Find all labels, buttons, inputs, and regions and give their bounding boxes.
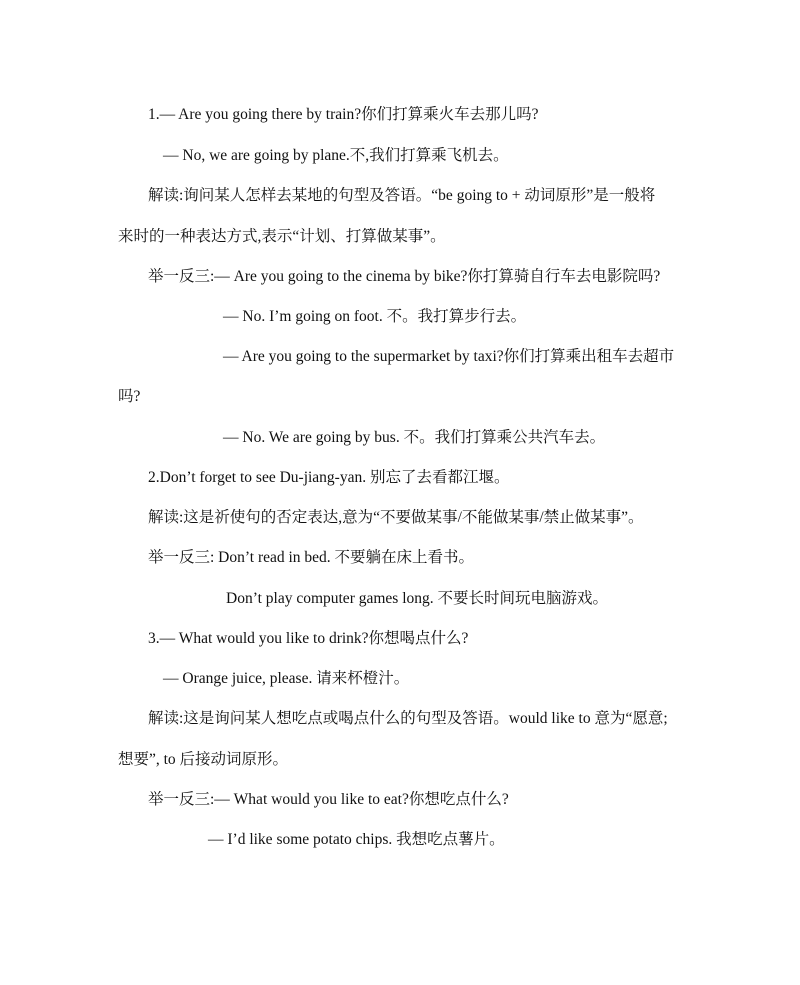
point-1-example-q2-cont: 吗? <box>118 388 141 405</box>
point-3-answer: — Orange juice, please. 请来杯橙汁。 <box>163 670 410 687</box>
point-1-explanation: 解读:询问某人怎样去某地的句型及答语。“be going to + 动词原形”是一般将 <box>148 187 656 204</box>
point-3-explanation-cont: 想要”, to 后接动词原形。 <box>118 751 289 768</box>
point-2-sentence: 2.Don’t forget to see Du-jiang-yan. 别忘了去看都江堰。 <box>148 469 510 486</box>
point-1-example-q1: 举一反三:— Are you going to the cinema by bike?你打算骑自行车去电影院吗? <box>148 268 661 285</box>
point-3-example-q: 举一反三:— What would you like to eat?你想吃点什么? <box>148 791 509 808</box>
point-2-explanation: 解读:这是祈使句的否定表达,意为“不要做某事/不能做某事/禁止做某事”。 <box>148 509 644 526</box>
point-1-example-q2: — Are you going to the supermarket by taxi?你们打算乘出租车去超市 <box>223 348 675 365</box>
point-3-example-a: — I’d like some potato chips. 我想吃点薯片。 <box>208 831 505 848</box>
point-3-explanation: 解读:这是询问某人想吃点或喝点什么的句型及答语。would like to 意为“愿意; <box>148 710 668 727</box>
point-1-example-a2: — No. We are going by bus. 不。我们打算乘公共汽车去。 <box>223 429 606 446</box>
point-2-example-1: 举一反三: Don’t read in bed. 不要躺在床上看书。 <box>148 549 475 566</box>
point-2-example-2: Don’t play computer games long. 不要长时间玩电脑游戏。 <box>226 590 609 607</box>
point-1-explanation-cont: 来时的一种表达方式,表示“计划、打算做某事”。 <box>118 228 446 245</box>
point-1-example-a1: — No. I’m going on foot. 不。我打算步行去。 <box>223 308 527 325</box>
point-1-answer: — No, we are going by plane.不,我们打算乘飞机去。 <box>163 147 509 164</box>
point-3-question: 3.— What would you like to drink?你想喝点什么? <box>148 630 469 647</box>
point-1-question: 1.— Are you going there by train?你们打算乘火车去那儿吗? <box>148 106 539 123</box>
